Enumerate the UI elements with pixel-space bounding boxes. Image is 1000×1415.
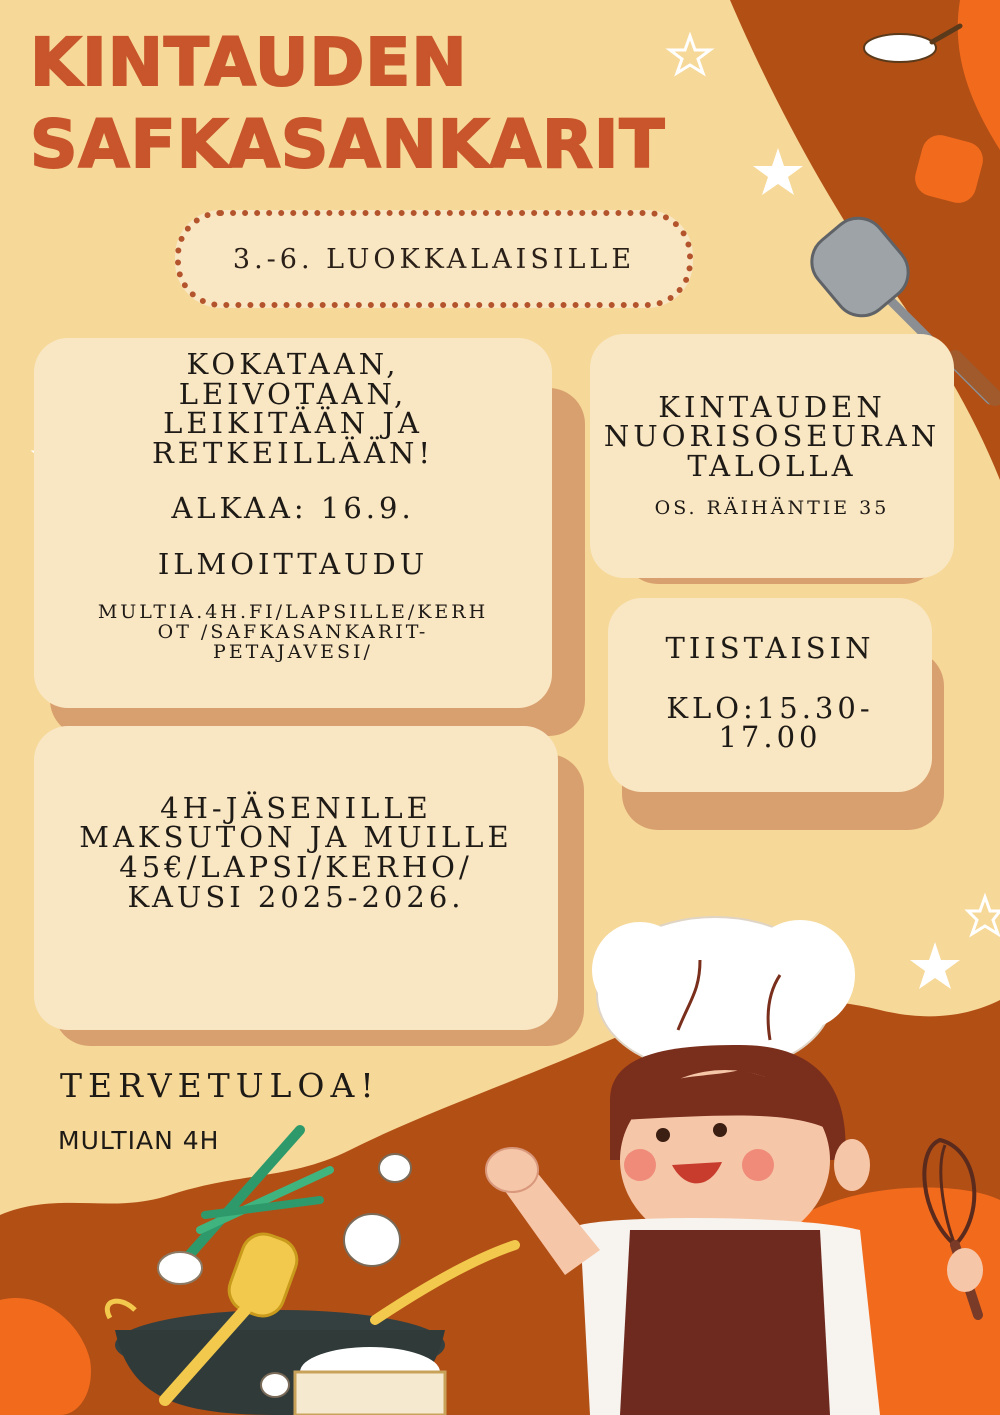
register-label: ILMOITTAUDU <box>157 546 429 581</box>
title-line-2: SAFKASANKARIT <box>30 106 666 183</box>
price-line: 45€/LAPSI/KERHO/ <box>119 850 473 884</box>
welcome-text: TERVETULOA! <box>60 1066 380 1105</box>
activities-line: LEIVOTAAN, <box>178 376 408 411</box>
organizer-text: MULTIAN 4H <box>58 1126 220 1155</box>
activities-card <box>34 338 552 708</box>
location-card <box>590 334 954 578</box>
schedule-card <box>608 598 932 792</box>
price-line: MAKSUTON JA MUILLE <box>79 820 513 855</box>
price-card <box>34 726 558 1030</box>
price-line: KAUSI 2025-2026. <box>127 879 465 914</box>
audience-text: 3.-6. LUOKKALAISILLE <box>232 243 636 275</box>
schedule-time: 17.00 <box>718 720 822 755</box>
start-date: ALKAA: 16.9. <box>171 491 415 526</box>
activities-line: LEIKITÄÄN JA <box>163 406 423 441</box>
activities-line: RETKEILLÄÄN! <box>151 435 435 470</box>
location-line: TALOLLA <box>687 448 857 483</box>
location-address: OS. RÄIHÄNTIE 35 <box>654 497 890 520</box>
register-url-line: OT /SAFKASANKARIT- <box>157 621 429 644</box>
location-line: NUORISOSEURAN <box>603 419 941 454</box>
rice-bowl-icon <box>295 1347 445 1415</box>
title-line-1: KINTAUDEN <box>30 24 468 101</box>
register-url-line: PETAJAVESI/ <box>213 641 373 664</box>
register-url[interactable] <box>98 603 488 663</box>
register-url-line: MULTIA.4H.FI/LAPSILLE/KERH <box>97 601 489 624</box>
price-line: 4H-JÄSENILLE <box>160 790 432 825</box>
schedule-time: KLO:15.30- <box>666 690 874 725</box>
audience-badge <box>175 210 693 308</box>
location-line: KINTAUDEN <box>658 389 886 424</box>
schedule-day: TIISTAISIN <box>665 631 875 665</box>
activities-line: KOKATAAN, <box>186 347 400 381</box>
